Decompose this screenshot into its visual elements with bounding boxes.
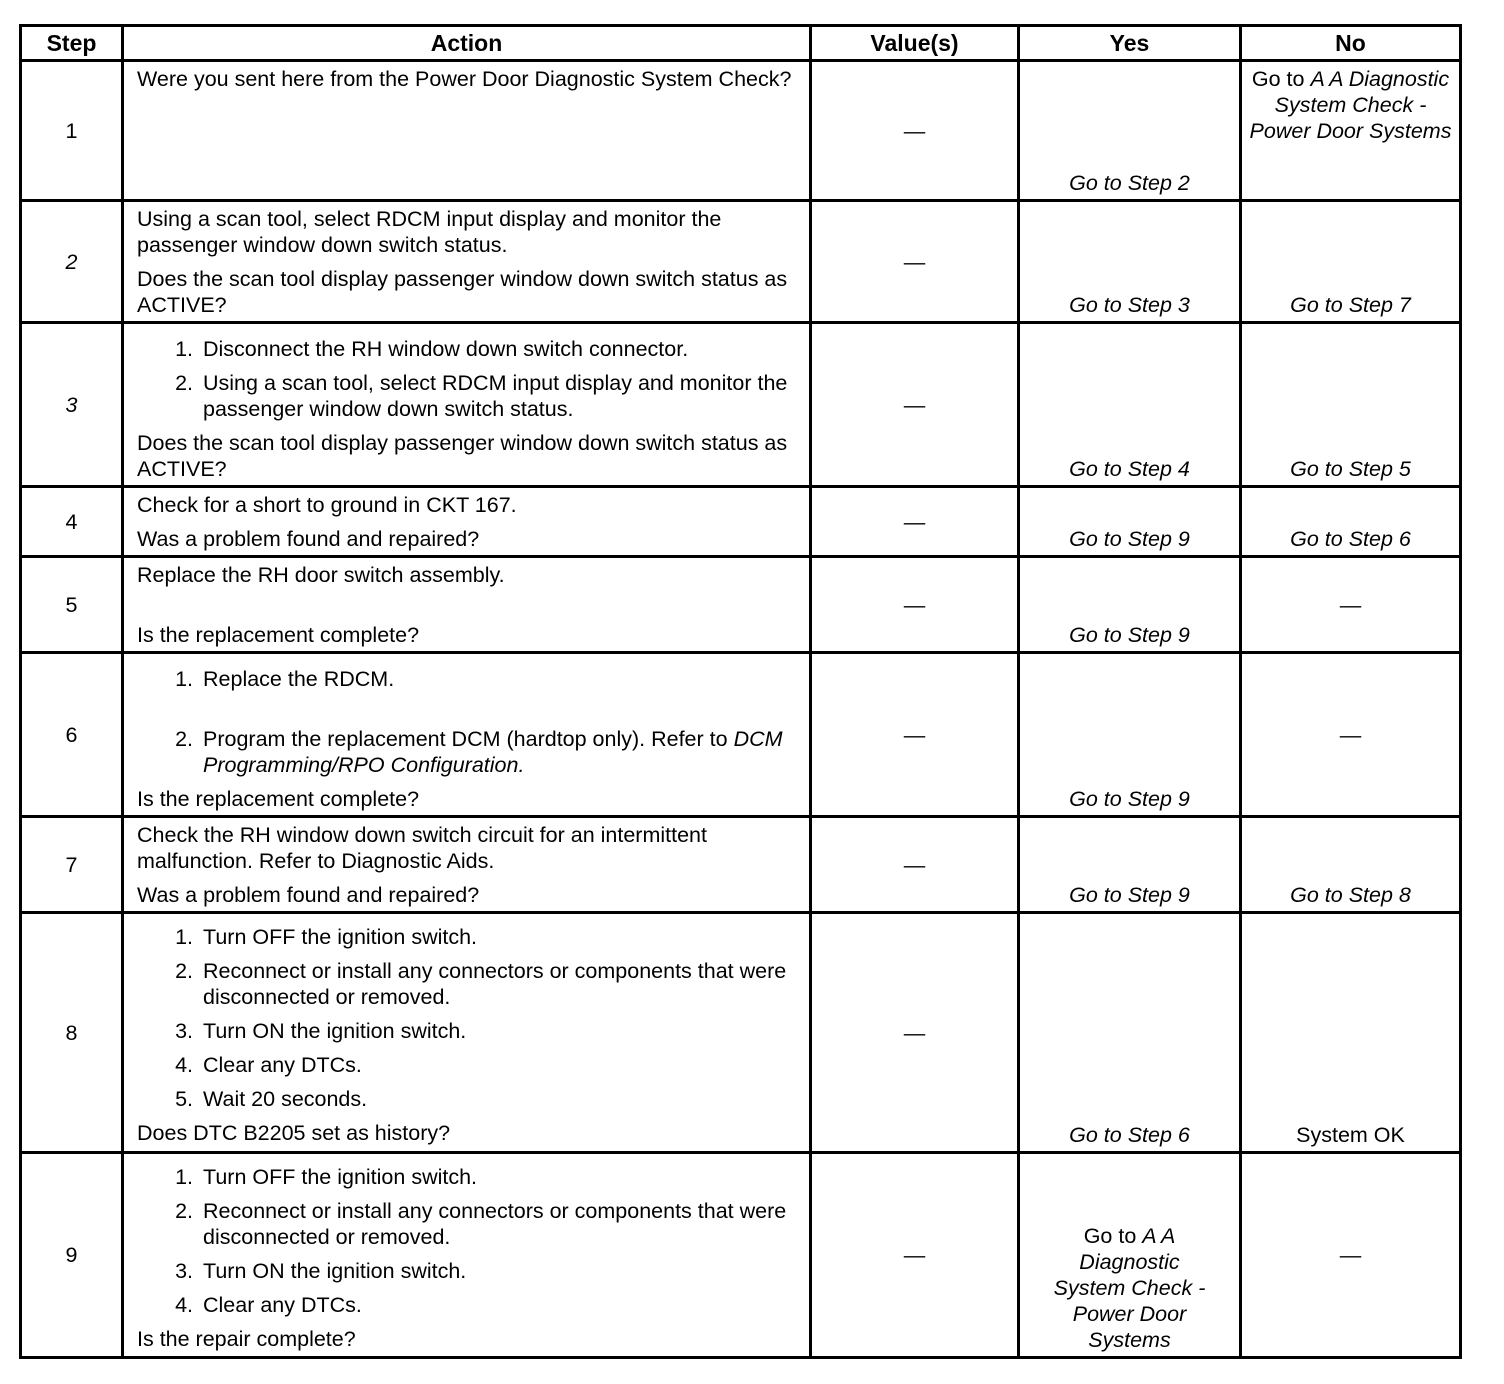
list-item [137,924,801,950]
yes-result[interactable]: Go to Step 6 [1019,913,1241,1153]
list-number: 1. [175,667,193,691]
action-text: Check for a short to ground in CKT 167. [137,493,517,517]
action-question: Was a problem found and repaired? [137,883,480,907]
no-result: — [1241,557,1461,653]
no-result[interactable]: Go to Step 8 [1241,817,1461,913]
list-number: 2. [175,959,193,983]
step-value: — [811,653,1019,817]
yes-result [1019,1153,1241,1358]
step-number: 5 [21,557,123,653]
step-value: — [811,1153,1019,1358]
step-number: 3 [21,323,123,487]
table-row [21,487,1461,557]
step-action [123,1153,811,1358]
action-text: Replace the RH door switch assembly. [137,563,505,587]
list-text: Wait 20 seconds. [203,1087,368,1111]
list-text: Turn ON the ignition switch. [203,1019,467,1043]
step-action [123,201,811,323]
list-text: Turn ON the ignition switch. [203,1259,467,1283]
yes-result [1019,61,1241,201]
list-item [137,370,801,422]
action-question: Does the scan tool display passenger window down switch status as ACTIVE? [137,431,788,481]
action-steps [137,1164,801,1318]
list-number: 1. [175,337,193,361]
yes-result[interactable]: Go to Step 4 [1019,323,1241,487]
step-action [123,913,811,1153]
step-action [123,557,811,653]
list-text: Clear any DTCs. [203,1053,362,1077]
yes-result[interactable]: Go to Step 9 [1019,653,1241,817]
list-item [137,666,801,692]
list-text: Turn OFF the ignition switch. [203,925,478,949]
step-number: 4 [21,487,123,557]
step-value: — [811,61,1019,201]
list-item [137,336,801,362]
step-value: — [811,201,1019,323]
table-row [21,61,1461,201]
list-text: Disconnect the RH window down switch connector. [203,337,689,361]
step-value: — [811,913,1019,1153]
yes-result[interactable]: Go to Step 9 [1019,487,1241,557]
list-item [137,726,801,778]
list-number: 2. [175,1199,193,1223]
header-no: No [1241,26,1461,61]
table-row [21,913,1461,1153]
list-item [137,1086,801,1112]
action-text: Were you sent here from the Power Door Diagnostic System Check? [137,67,792,91]
list-item [137,1198,801,1250]
dcm-programming-link[interactable]: DCM Programming/RPO Configuration. [203,727,783,777]
action-text: Check the RH window down switch circuit for an intermittent malfunction. Refer to Diagnostic Aids. [137,823,707,873]
action-steps [137,666,801,778]
step-action [123,817,811,913]
step-number: 1 [21,61,123,201]
yes-result[interactable]: Go to Step 9 [1019,557,1241,653]
step-number: 7 [21,817,123,913]
list-item [137,1292,801,1318]
no-result[interactable]: Go to Step 5 [1241,323,1461,487]
action-question: Was a problem found and repaired? [137,527,480,551]
no-link[interactable]: A A Diagnostic System Check - Power Door Systems [1249,67,1452,143]
list-text: Reconnect or install any connectors or components that were disconnected or removed. [203,959,787,1009]
list-text: Reconnect or install any connectors or components that were disconnected or removed. [203,1199,787,1249]
list-text: Program the replacement DCM (hardtop only). Refer to [203,727,734,751]
header-yes: Yes [1019,26,1241,61]
list-item [137,1018,801,1044]
list-number: 1. [175,1165,193,1189]
diagnostic-table-page [19,24,1459,1356]
step-number: 8 [21,913,123,1153]
no-result: System OK [1241,913,1461,1153]
table-row [21,323,1461,487]
yes-result[interactable]: Go to Step 3 [1019,201,1241,323]
step-value: — [811,817,1019,913]
action-text: Using a scan tool, select RDCM input display and monitor the passenger window down switch status. [137,207,722,257]
list-number: 2. [175,727,193,751]
table-row [21,653,1461,817]
step-number: 6 [21,653,123,817]
list-text: Turn OFF the ignition switch. [203,1165,478,1189]
table-row [21,1153,1461,1358]
header-step: Step [21,26,123,61]
table-row [21,557,1461,653]
action-steps [137,336,801,422]
list-number: 4. [175,1053,193,1077]
action-question: Does the scan tool display passenger window down switch status as ACTIVE? [137,267,788,317]
no-result[interactable]: Go to Step 6 [1241,487,1461,557]
step-action [123,323,811,487]
step-action [123,487,811,557]
action-question: Is the replacement complete? [137,787,420,811]
list-item [137,958,801,1010]
action-question: Is the repair complete? [137,1327,356,1351]
header-values: Value(s) [811,26,1019,61]
list-number: 1. [175,925,193,949]
step-value: — [811,557,1019,653]
no-result: — [1241,653,1461,817]
table-row [21,817,1461,913]
list-item [137,1164,801,1190]
list-item [137,1258,801,1284]
yes-result[interactable]: Go to Step 9 [1019,817,1241,913]
step-action [123,653,811,817]
list-number: 3. [175,1259,193,1283]
no-result: — [1241,1153,1461,1358]
yes-link[interactable]: Go to Step 2 [1069,171,1190,195]
action-question: Is the replacement complete? [137,623,420,647]
yes-link[interactable]: A A Diagnostic System Check - Power Door Systems [1053,1224,1206,1352]
list-number: 2. [175,371,193,395]
table-row [21,201,1461,323]
list-number: 5. [175,1087,193,1111]
step-number: 9 [21,1153,123,1358]
header-row [21,26,1461,61]
list-text: Clear any DTCs. [203,1293,362,1317]
header-action: Action [123,26,811,61]
step-value: — [811,323,1019,487]
no-result[interactable]: Go to Step 7 [1241,201,1461,323]
yes-prefix: Go to [1083,1224,1143,1248]
list-number: 3. [175,1019,193,1043]
no-result [1241,61,1461,201]
step-action [123,61,811,201]
action-question: Does DTC B2205 set as history? [137,1121,451,1145]
no-prefix: Go to [1251,67,1311,91]
step-value: — [811,487,1019,557]
action-steps [137,924,801,1112]
step-number: 2 [21,201,123,323]
list-text: Replace the RDCM. [203,667,395,691]
list-number: 4. [175,1293,193,1317]
list-item [137,1052,801,1078]
list-text: Using a scan tool, select RDCM input display and monitor the passenger window down switch status. [203,371,788,421]
diagnostic-table [19,24,1462,1359]
